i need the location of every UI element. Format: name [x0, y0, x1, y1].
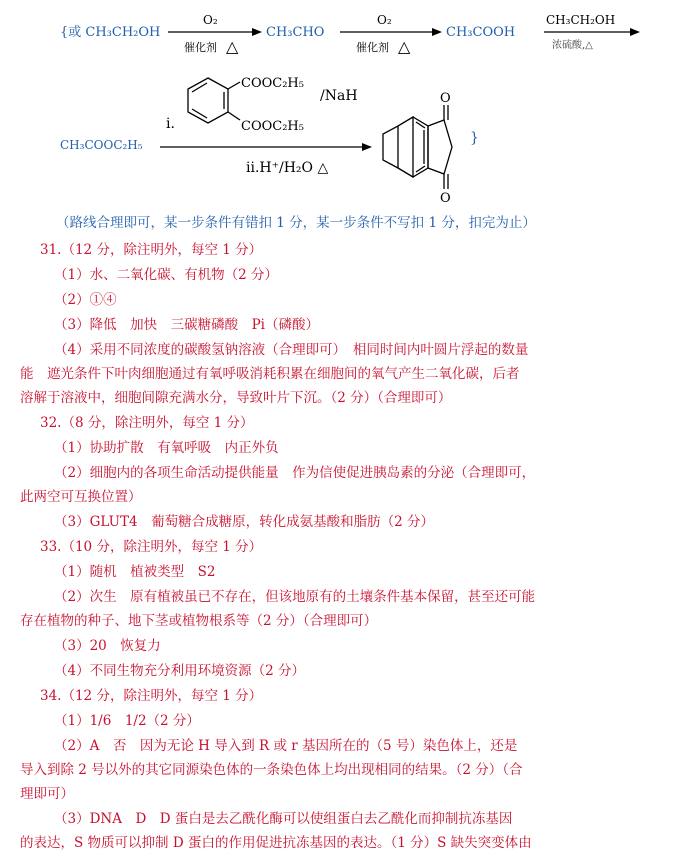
step-i-label: i. — [166, 116, 175, 132]
arrow-3-head — [630, 28, 640, 36]
product-oxygen-top: O — [440, 91, 451, 106]
q31-answer-4-line-3: 溶解于溶液中，细胞间隙充满水分，导致叶片下沉。（2 分）（合理即可） — [20, 390, 452, 406]
q34-answer-2-line-1: （2）A 否 因为无论 H 导入到 R 或 r 基因所在的（5 号）染色体上，还是 — [54, 738, 518, 754]
q33-answer-3: （3）20 恢复力 — [54, 638, 161, 654]
q34-answer-1: （1）1/6 1/2（2 分） — [54, 713, 200, 729]
synthesis-scheme — [0, 0, 692, 210]
q34-answer-2-line-2: 导入到除 2 号以外的其它同源染色体的一条染色体上均出现相同的结果。（2 分）（合 — [20, 762, 523, 778]
q34-answer-3-line-1: （3）DNA D D 蛋白是去乙酰化酶可以使组蛋白去乙酰化而抑制抗冻基因 — [54, 811, 513, 827]
product-oxygen-bottom: O — [440, 191, 451, 206]
arrow-1-heat: △ — [226, 37, 239, 56]
q31-answer-4-line-2: 能 遮光条件下叶肉细胞通过有氧呼吸消耗积累在细胞间的氧气产生二氧化碳，后者 — [20, 366, 520, 382]
ch3cho-label: CH₃CHO — [266, 25, 325, 40]
arrow-1-head — [252, 28, 262, 36]
arrow-2-head — [432, 28, 442, 36]
q33-header: 33.（10 分，除注明外，每空 1 分） — [40, 539, 263, 555]
ester-group-bottom: COOC₂H₅ — [241, 119, 304, 134]
q31-answer-2: （2）①④ — [54, 292, 117, 308]
diethyl-phthalate-structure — [188, 78, 240, 123]
q31-answer-4-line-1: （4）采用不同浓度的碳酸氢钠溶液（合理即可） 相同时间内叶圆片浮起的数量 — [54, 342, 529, 358]
q32-header: 32.（8 分，除注明外，每空 1 分） — [40, 415, 254, 431]
arrow-4-head — [362, 143, 372, 151]
q34-answer-3-line-2: 的表达，S 物质可以抑制 D 蛋白的作用促进抗冻基因的表达。（1 分）S 缺失突变体由 — [20, 835, 532, 851]
q31-header: 31.（12 分，除注明外，每空 1 分） — [40, 242, 263, 258]
arrow-2-heat: △ — [398, 37, 411, 56]
scheme-prefix: {或 CH₃CH₂OH — [60, 25, 161, 40]
q33-answer-2-line-2: 存在植物的种子、地下茎或植物根系等（2 分）（合理即可） — [20, 613, 378, 629]
arrow-3-condition: 浓硫酸,△ — [552, 40, 593, 51]
ester-group-top: COOC₂H₅ — [241, 76, 304, 91]
q32-answer-2-line-2: 此两空可互换位置） — [20, 489, 142, 505]
q33-answer-2-line-1: （2）次生 原有植被虽已不存在，但该地原有的土壤条件基本保留，甚至还可能 — [54, 589, 536, 605]
q32-answer-3: （3）GLUT4 葡萄糖合成糖原，转化成氨基酸和脂肪（2 分） — [54, 514, 434, 530]
step-ii-label: ii.H⁺/H₂O △ — [246, 160, 329, 176]
q34-header: 34.（12 分，除注明外，每空 1 分） — [40, 688, 263, 704]
q31-answer-1: （1）水、二氧化碳、有机物（2 分） — [54, 267, 278, 283]
arrow-3-reagent: CH₃CH₂OH — [546, 13, 616, 27]
scoring-note: （路线合理即可，某一步条件有错扣 1 分，某一步条件不写扣 1 分，扣完为止） — [56, 215, 536, 231]
ester-label: CH₃COOC₂H₅ — [60, 138, 143, 152]
q32-answer-2-line-1: （2）细胞内的各项生命活动提供能量 作为信使促进胰岛素的分泌（合理即可， — [54, 465, 536, 481]
q33-answer-1: （1）随机 植被类型 S2 — [54, 564, 216, 580]
q33-answer-4: （4）不同生物充分利用环境资源（2 分） — [54, 663, 305, 679]
q34-answer-2-line-3: 理即可） — [20, 786, 74, 802]
q31-answer-3: （3）降低 加快 三碳糖磷酸 Pi（磷酸） — [54, 317, 319, 333]
arrow-1-reagent: O₂ — [203, 13, 218, 27]
scheme-closing-brace: } — [470, 130, 479, 146]
arrow-2-reagent: O₂ — [377, 13, 392, 27]
indanedione-structure — [383, 105, 452, 189]
arrow-1-catalyst: 催化剂 — [184, 41, 217, 54]
arrow-2-catalyst: 催化剂 — [356, 41, 389, 54]
ch3cooh-label: CH₃COOH — [446, 25, 516, 40]
q32-answer-1: （1）协助扩散 有氧呼吸 内正外负 — [54, 440, 279, 456]
nah-label: /NaH — [320, 88, 358, 104]
